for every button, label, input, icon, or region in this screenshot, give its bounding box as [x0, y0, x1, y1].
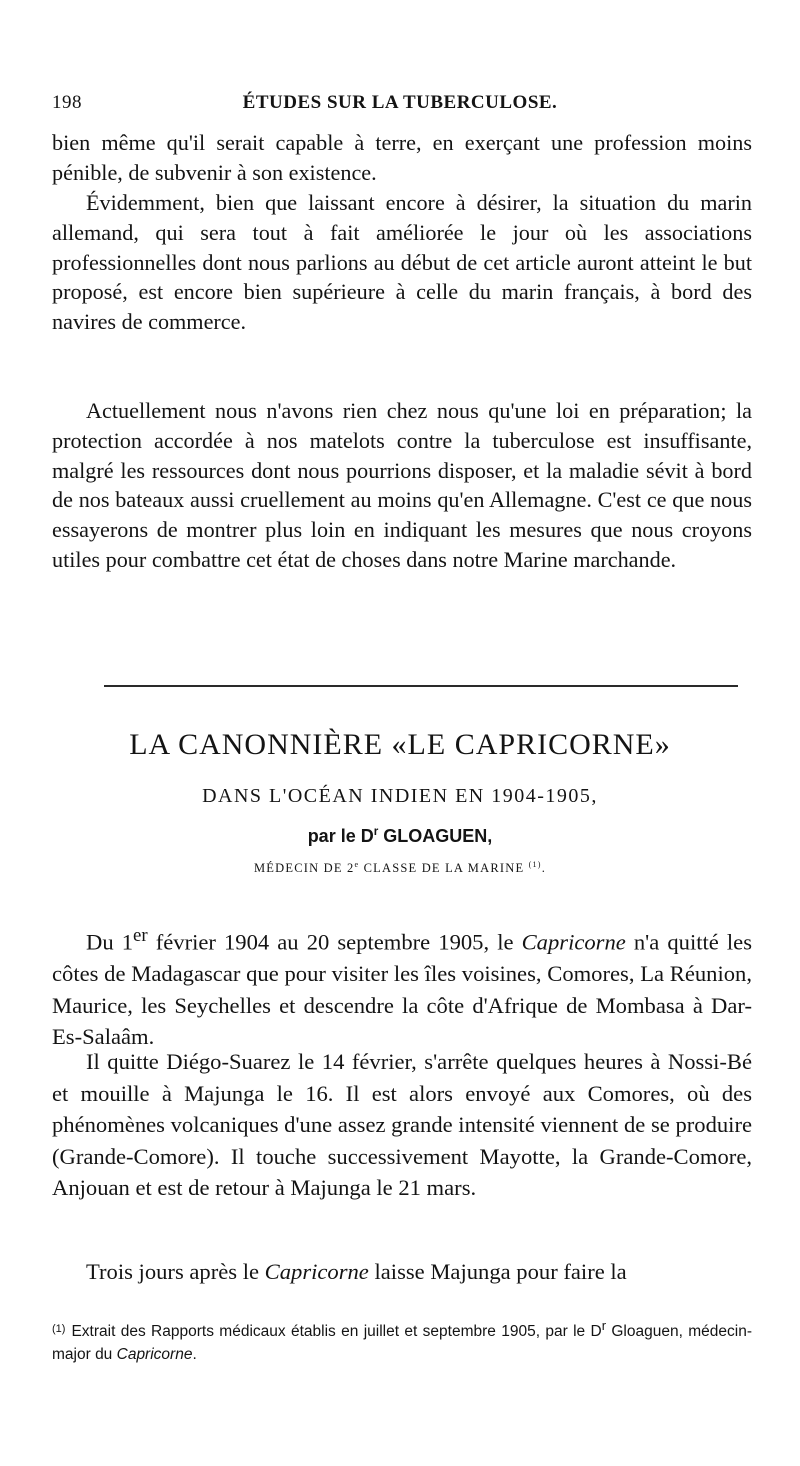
paragraph-evidemment — [52, 188, 752, 337]
footnote-text: Extrait des Rapports médicaux établis en juillet et septembre 1905, par le D — [71, 1323, 602, 1341]
author-rank — [40, 860, 760, 876]
footnote-text: Gloaguen, médecin-major du — [52, 1323, 752, 1364]
paragraph-actuellement — [52, 396, 752, 575]
paragraph-text: Actuellement nous n'avons rien chez nous qu'une loi en préparation; la protection accordée à nos matelots contre la tuberculose est insuffisante, malgré les ressources dont nous pourrions disposer, et la maladie sévit à bord de nos bateaux aussi cruellement au moins qu'en Allemagne. C'est ce que nous essayerons de montrer plus loin en indiquant les mesures que nous croyons utiles pour combattre cet état de choses dans notre Marine marchande. — [52, 398, 752, 572]
article-title: LA CANONNIÈRE «LE CAPRICORNE» — [129, 728, 671, 761]
byline-prefix: par le D — [307, 826, 374, 846]
footnote-text: . — [192, 1346, 197, 1364]
paragraph-il-quitte — [52, 1046, 752, 1204]
footnote-mark: (1) — [52, 1323, 66, 1336]
text-run: n'a quitté les côtes de Madagascar que pour visiter les îles voisines, Comores, La Réunion, Maurice, les Seychelles et descendre la côte d'Afrique de Mombasa à Dar-Es-Salaâm. — [52, 929, 752, 1050]
footnote-reference: (1) — [528, 860, 542, 869]
rank-suffix: CLASSE DE LA MARINE — [359, 861, 525, 876]
running-title: ÉTUDES SUR LA TUBERCULOSE. — [242, 92, 558, 113]
footnote — [52, 1314, 752, 1366]
text-run: laisse Majunga pour faire la — [368, 1259, 627, 1284]
paragraph-trois-jours — [52, 1256, 752, 1288]
paragraph-text: bien même qu'il serait capable à terre, en exerçant une profession moins pénible, de subvenir à son existence. — [52, 130, 752, 185]
ordinal-sup: er — [133, 925, 148, 946]
text-run: Trois jours après le — [86, 1259, 265, 1284]
section-divider — [104, 685, 738, 687]
rank-end: . — [541, 861, 547, 876]
author-byline — [40, 825, 760, 847]
ship-name: Capricorne — [521, 929, 626, 955]
byline-sup: r — [373, 825, 379, 838]
paragraph-continuation — [52, 128, 752, 188]
article-subtitle: DANS L'OCÉAN INDIEN EN 1904-1905, — [202, 785, 598, 807]
paragraph-text: Évidemment, bien que laissant encore à désirer, la situation du marin allemand, qui sera tout à fait améliorée le jour où les associations professionnelles dont nous parlions au début de cet article auront atteint le but proposé, est encore bien supérieure à celle du marin français, à bord des navires de commerce. — [52, 190, 752, 335]
text-run: février 1904 au 20 septembre 1905, le — [147, 929, 522, 955]
author-name: GLOAGUEN, — [378, 826, 493, 846]
ship-name: Capricorne — [116, 1346, 193, 1364]
paragraph-text: Il quitte Diégo-Suarez le 14 février, s'arrête quelques heures à Nossi-Bé et mouille à Majunga le 16. Il est alors envoyé aux Comores, où des phénomènes volcaniques d'une assez grande intensité viennent de se produire (Grande-Comore). Il touche successivement Mayotte, la Grande-Comore, Anjouan et est de retour à Majunga le 21 mars. — [52, 1049, 752, 1200]
rank-prefix: MÉDECIN DE 2 — [253, 861, 355, 876]
paragraph-du-fevrier — [52, 920, 752, 1053]
text-run: Du 1 — [86, 929, 133, 955]
footnote-sup: r — [601, 1318, 607, 1333]
page-number: 198 — [52, 92, 82, 113]
rank-sup: e — [354, 860, 360, 869]
ship-name: Capricorne — [264, 1259, 369, 1284]
page-header — [52, 92, 748, 122]
